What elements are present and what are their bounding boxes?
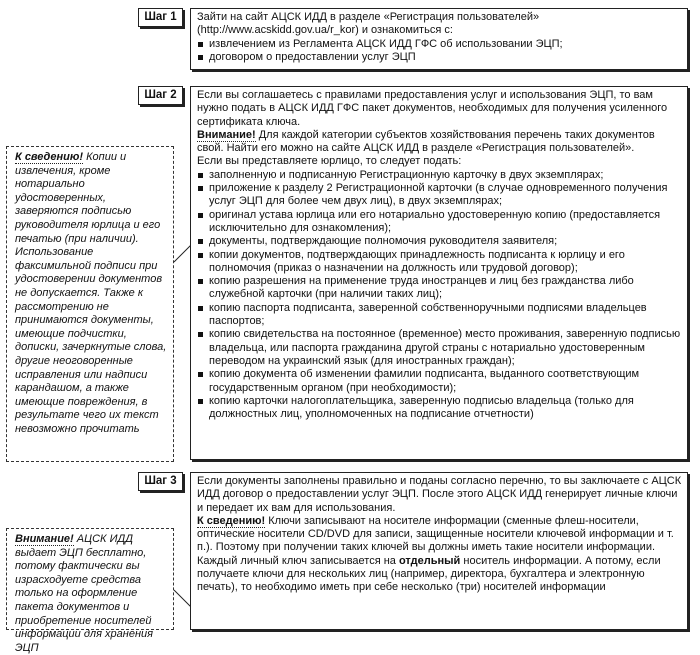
- step-2-label: Шаг 2: [138, 86, 183, 105]
- step-3-box: [190, 472, 688, 630]
- list-item: документы, подтверждающие полномочия руководителя заявителя;: [197, 235, 683, 248]
- attention-label: Внимание!: [197, 128, 256, 141]
- list-item: копию паспорта подписанта, заверенной собственноручными подписями владельцев паспортов;: [197, 302, 683, 329]
- step-2-box: [190, 86, 688, 460]
- side-note-info: [6, 146, 174, 462]
- list-item: копию карточки налогоплательщика, заверенную подписью владельца (только для должностных лиц, уполномоченных на подписание отчетности): [197, 395, 683, 422]
- note-1-text: Копии и извлечения, кроме нотариально удостоверенных, заверяются подписью руководителя юрлица и его печатью (при наличии). Использование факсимильной подписи при удостоверении документов не допускается. Также к рассмотрению не принимаются документы, имеющие подчистки, дописки, зачеркнутые слова, другие неоговоренные исправления или надписи карандашом, а также имеющие повреждения, в результате чего их текст невозможно прочитать: [15, 151, 167, 435]
- step-2-intro: Если вы соглашаетесь с правилами предоставления услуг и использования ЭЦП, то вам нужно подать в АЦСК ИДД ГФС пакет документов, необходимых для получения усиленного сертификата ключа.: [197, 89, 668, 128]
- step-2-list: [197, 169, 683, 422]
- list-item: копию свидетельства на постоянное (временное) место проживания, заверенную подписью владельца, или паспорта гражданина другой страны с нотариально удостоверенным переводом на украинский язык (для иностранных граждан);: [197, 328, 683, 368]
- list-item: копию разрешения на применение труда иностранцев и лиц без гражданства либо служебной карточки (при наличии таких лиц);: [197, 275, 683, 302]
- step-2-attention: [197, 129, 683, 156]
- step-1-box: [190, 8, 688, 70]
- step-1-text: Зайти на сайт АЦСК ИДД в разделе «Регистрация пользователей» (http://www.acskidd.gov.ua/r_kor) и ознакомиться с:: [197, 11, 540, 37]
- step-1-label: Шаг 1: [138, 8, 183, 27]
- step-1-list: [197, 38, 683, 65]
- info-bold: отдельный: [398, 554, 461, 567]
- step-3-intro: Если документы заполнены правильно и поданы согласно перечню, то вы заключаете с АЦСК ИДД договор о предоставлении услуг ЭЦП. После этого АЦСК ИДД генерирует личные ключи и передает их вам для использования.: [197, 475, 682, 514]
- list-item: заполненную и подписанную Регистрационную карточку в двух экземплярах;: [197, 169, 683, 182]
- note-2-text: АЦСК ИДД выдает ЭЦП бесплатно, потому фактически вы израсходуете средства только на оформление пакета документов и приобретение носителей информации для хранения ЭЦП: [15, 533, 154, 654]
- step-3-info: [197, 515, 683, 595]
- list-item: извлечением из Регламента АЦСК ИДД ГФС об использовании ЭЦП;: [197, 38, 683, 51]
- note-1-label: К сведению!: [15, 151, 84, 163]
- list-item: договором о предоставлении услуг ЭЦП: [197, 51, 683, 64]
- side-note-attention: [6, 528, 174, 654]
- info-label: К сведению!: [197, 514, 266, 527]
- list-item: приложение к разделу 2 Регистрационной карточки (в случае одновременного получения услуг ЭЦП для более чем двух лиц), в двух экземплярах;: [197, 182, 683, 209]
- info-text-2: носитель информации. А потому, если получаете ключи для нескольких лиц (например, директора, бухгалтера и электронную печать), то необходимо иметь при себе несколько (три) носителей информации: [197, 554, 661, 594]
- list-item: копии документов, подтверждающих принадлежность подписанта к юрлицу и его полномочия (приказ о назначении на должность или трудовой договор);: [197, 249, 683, 276]
- note-2-label: Внимание!: [15, 533, 74, 545]
- step-2-legal-intro: Если вы представляете юрлицо, то следует подать:: [197, 155, 462, 168]
- attention-text: Для каждой категории субъектов хозяйствования перечень таких документов свой. Найти его можно на сайте АЦСК ИДД в разделе «Регистрация пользователей».: [197, 128, 655, 155]
- info-text-1: Ключи записывают на носителе информации (сменные флеш-носители, оптические носители CD/DVD для записи, защищенные носители ключевой информации и т. п.). Поэтому при получении таких ключей вы должны иметь такие носители информации. Каждый личный ключ записывается на: [197, 514, 674, 567]
- list-item: копию документа об изменении фамилии подписанта, выданного соответствующим государственным органом (при необходимости);: [197, 368, 683, 395]
- list-item: оригинал устава юрлица или его нотариально удостоверенную копию (предоставляется исключительно для ознакомления);: [197, 209, 683, 236]
- step-3-label: Шаг 3: [138, 472, 183, 491]
